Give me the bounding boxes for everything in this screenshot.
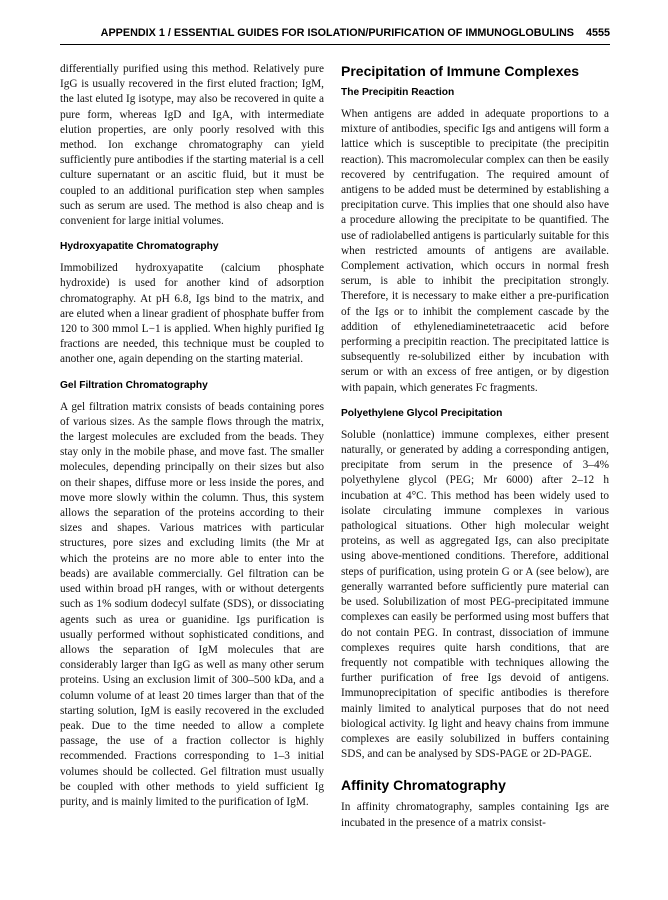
precipitin-heading: The Precipitin Reaction [341, 87, 455, 98]
right-column [341, 62, 609, 831]
affinity-paragraph: In affinity chromatography, samples containing Igs are incubated in the presence of a matrix consist- [341, 801, 609, 829]
peg-paragraph: Soluble (nonlattice) immune complexes, either present naturally, or generated by adding a corresponding antigen, precipitate from serum in the presence of 3–4% polyethylene glycol (PEG; Mr 6000) after 2–12 h incubation at 4°C. This method has been widely used to isolate circulating immune complexes in various pathological situations. Other high molecular weight proteins, as well as aggregated Igs, can also precipitate using above-mentioned conditions. Therefore, additional steps of purification, using protein G or A (see below), are generally warranted before sufficiently pure material can be used. Solubilization of most PEG-precipitated immune complexes can easily be performed using most buffers that do not contain PEG. In contrast, dissociation of immune complexes requires quite harsh conditions, that are frequently not compatible with techniques allowing the further purification of free Igs devoid of antigens. Immunoprecipitation of specific antibodies is therefore mainly limited to analytical purposes that do not need biological activity. Ig light and heavy chains from immune complexes are easily solubilized in buffers containing SDS, and can be analysed by SDS-PAGE or 2D-PAGE. [341, 428, 609, 761]
precipitin-paragraph: When antigens are added in adequate proportions to a mixture of antibodies, specific Igs and antigens will form a lattice which is susceptible to precipitate (the precipitin reaction). This macromolecular complex can then be easily recovered by centrifugation. The required amount of antigens to be added must be determined by establishing a precipitation curve. This implies that one should also have a procedure allowing the precipitate to be quantified. The use of radiolabelled antigens is particularly suitable for this when restricted amounts of antigens are available. Complement activation, which occurs in normal fresh serum, is able to inhibit the precipitation strongly. Therefore, it is necessary to make either a pre-purification of the Igs or to inhibit the complement cascade by the addition of ethylenediaminetetraacetic acid before performing a precipitin reaction. The precipitated lattice is subsequently re-solubilized either by incubation with serum or with an excess of free antigen, or by digestion with papain, which generates Fc fragments. [341, 108, 609, 394]
gel-filtration-paragraph: A gel filtration matrix consists of beads containing pores of various sizes. As the sample flows through the matrix, the largest molecules are excluded from the beads. They stay only in the mobile phase, and move fast. The smaller molecules, depending principally on their sizes but also on their shapes, diffuse more or less inside the pores, and move more slowly within the column. Thus, this system allows the separation of the proteins according to their sizes and shapes. Various matrices with particular structures, pore sizes and excluding limits (the Mr at which the proteins are no more able to enter into the beads) are available commercially. Gel filtration can be used within broad pH ranges, with or without detergents such as 1% sodium dodecyl sulfate (SDS), or dissociating agents such as urea or guanidine. Igs purification is usually performed without sophisticated conditions, and allows the separation of IgM molecules that are considerably larger than IgG as well as many other serum proteins. Using an exclusion limit of 300–500 kDa, and a column volume of at least 20 times larger than that of the starting solution, IgM is easily recovered in the excluded peak. Due to the time needed to allow a complete passage, the use of a fraction collector is highly recommended. Fractions corresponding to 1–3 initial volumes should be collected. Gel filtration must usually be coupled with other methods to yield sufficient Ig purity, and is mainly limited to the purification of IgM. [60, 400, 324, 808]
running-head-title: APPENDIX 1 / ESSENTIAL GUIDES FOR ISOLATION/PURIFICATION OF IMMUNOGLOBULINS [100, 27, 574, 39]
affinity-heading: Affinity Chromatography [341, 777, 506, 794]
hydroxyapatite-paragraph: Immobilized hydroxyapatite (calcium phosphate hydroxide) is used for another kind of adsorption chromatography. At pH 6.8, Igs bind to the matrix, and are eluted when a linear gradient of phosphate buffer from 120 to 300 mmol L−1 is applied. When highly purified Ig fractions are needed, this technique must be coupled to another one, again depending on the starting material. [60, 262, 324, 366]
immune-complexes-heading: Precipitation of Immune Complexes [341, 63, 580, 79]
intro-paragraph: differentially purified using this method. Relatively pure IgG is usually recovered in the first eluted fraction; IgM, the last eluted Ig isotype, may also be recovered in quite a pure form, whereas IgD and IgA, with intermediate elution properties, are only poorly resolved with this method. Ion exchange chromatography can yield sufficiently pure antibodies if the starting material is a cell culture supernatant or an ascitic fluid, but it must be coupled to an additional purification step when samples such as serum are used. The method is also cheap and is convenient for large initial volumes. [60, 63, 324, 228]
header-rule [60, 44, 610, 45]
peg-heading: Polyethylene Glycol Precipitation [341, 407, 503, 419]
left-column [60, 62, 324, 810]
running-head [60, 27, 610, 39]
page-number: 4555 [585, 27, 610, 39]
hydroxyapatite-heading: Hydroxyapatite Chromatography [60, 241, 219, 253]
gel-filtration-heading: Gel Filtration Chromatography [60, 379, 208, 391]
